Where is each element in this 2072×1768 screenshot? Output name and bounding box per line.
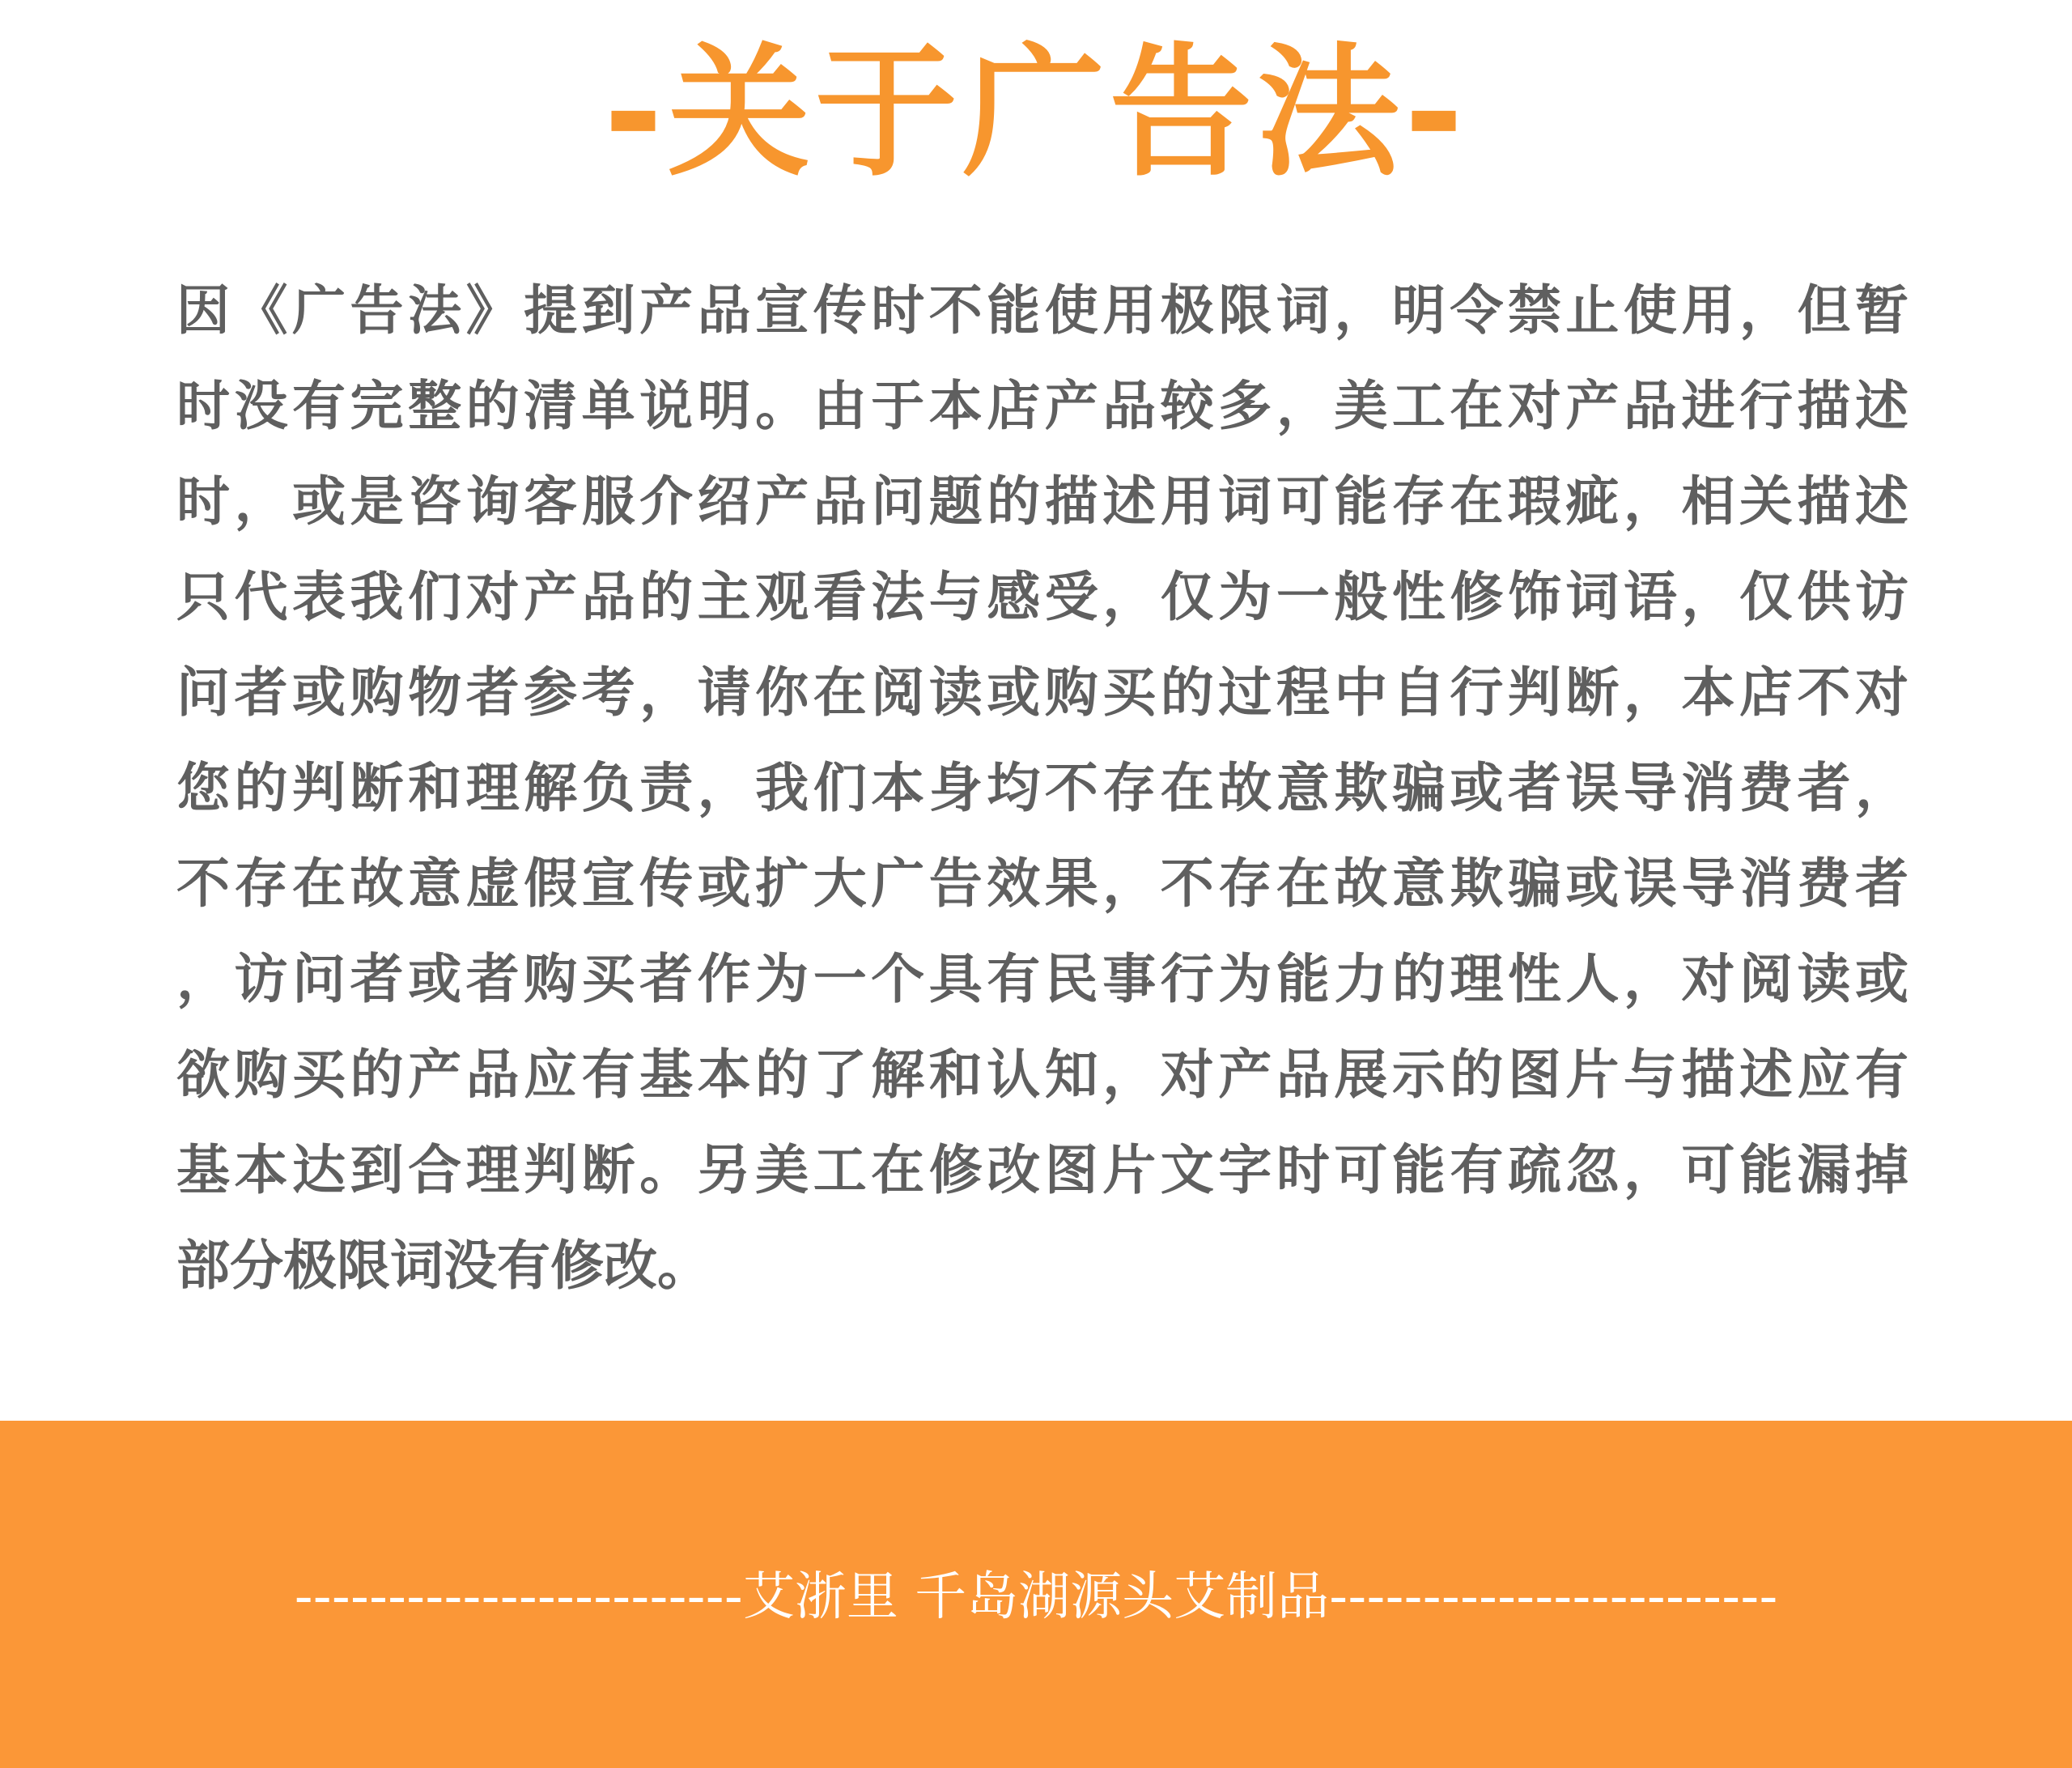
paragraph-line: 只代表我们对产品的主观看法与感受，仅为一般性修饰词语，仅供访 — [176, 566, 1909, 628]
paragraph-line: ，访问者或者购买者作为一个具有民事行为能力的理性人，对阅读或 — [176, 948, 1909, 1010]
paragraph-line: 您的判断和理解负责，我们本身均不存在故意欺骗或者误导消费者， — [176, 757, 1909, 819]
paragraph-line: 因《广告法》提到产品宣传时不能使用极限词，明令禁止使用，但暂 — [176, 279, 1909, 342]
paragraph-line: 时，或是咨询客服介绍产品问题的描述用词可能存在瑕疵，相关描述 — [176, 470, 1909, 533]
footer-brand-label: ------------------------艾浙里 千岛湖源头艾制品------------------------ — [294, 1567, 1778, 1627]
paragraph-line: 不存在故意虚假宣传或扩大广告效果，不存在故意欺骗或误导消费者 — [176, 852, 1909, 915]
paragraph-line: 欲购买的产品应有基本的了解和认知，对产品展示的图片与描述应有 — [176, 1043, 1909, 1106]
paragraph-line: 部分极限词没有修改。 — [176, 1235, 711, 1297]
disclaimer-paragraph — [176, 263, 1909, 1314]
paragraph-line: 基本达到合理判断。另美工在修改图片文字时可能有疏忽，可能漏掉 — [176, 1139, 1909, 1201]
paragraph-line: 时没有完整的清单说明。由于本店产品较多，美工在对产品进行描述 — [176, 375, 1909, 437]
paragraph-line: 问者或购物者参考，请你在阅读或购买的过程中自行判断，本店不对 — [176, 661, 1909, 724]
page-title: -关于广告法- — [603, 30, 1469, 196]
